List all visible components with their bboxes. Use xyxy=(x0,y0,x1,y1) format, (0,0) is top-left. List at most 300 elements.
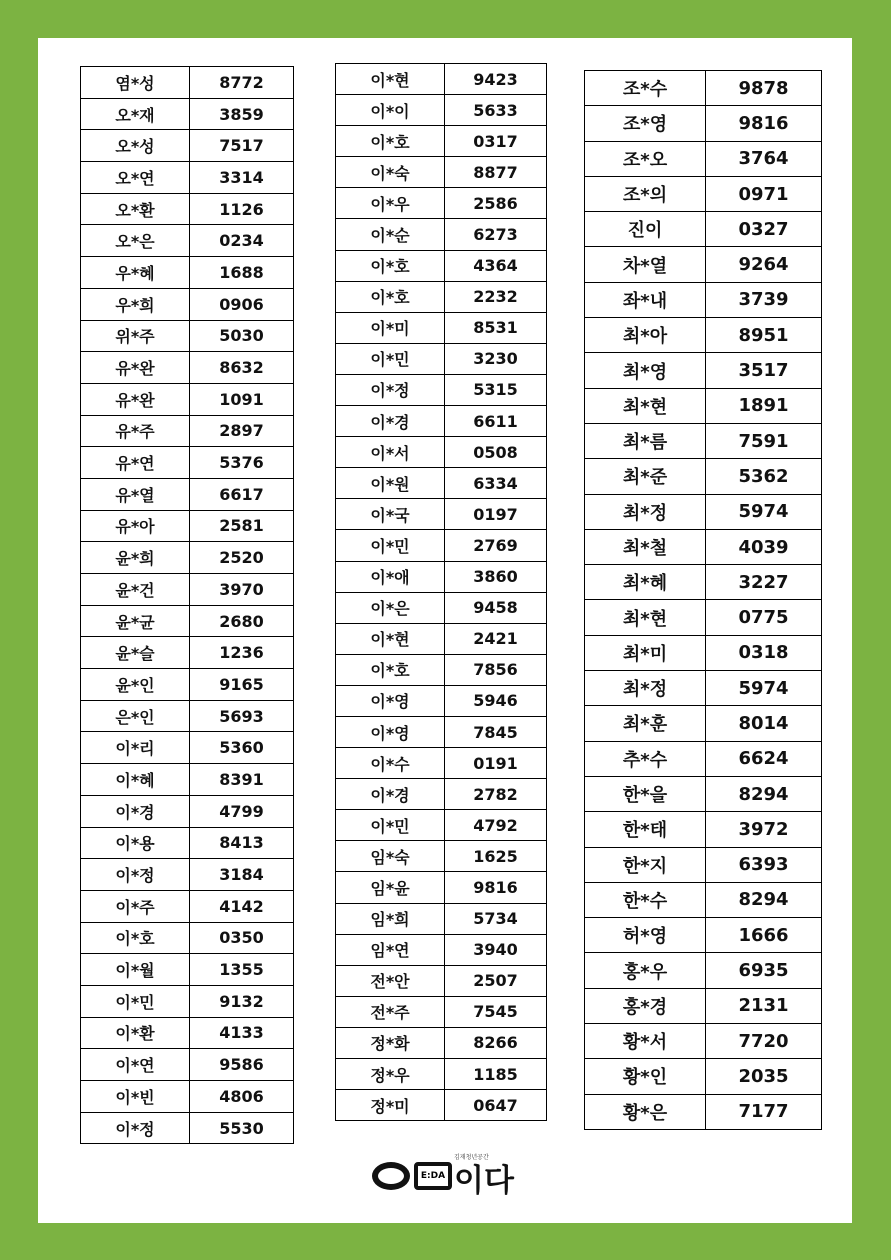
number-cell: 9264 xyxy=(706,247,822,282)
table-row xyxy=(336,561,547,592)
masked-name-cell: 이*애 xyxy=(336,561,445,592)
table-row xyxy=(336,468,547,499)
table-row xyxy=(336,406,547,437)
table-row xyxy=(585,600,822,635)
number-cell: 5946 xyxy=(445,685,547,716)
table-row xyxy=(585,918,822,953)
table-row xyxy=(336,623,547,654)
number-cell: 9458 xyxy=(445,592,547,623)
masked-name-cell: 최*준 xyxy=(585,459,706,494)
masked-name-cell: 오*환 xyxy=(81,193,190,225)
number-cell: 0508 xyxy=(445,437,547,468)
table-row xyxy=(81,732,294,764)
number-cell: 9586 xyxy=(190,1049,294,1081)
number-cell: 3940 xyxy=(445,934,547,965)
masked-name-cell: 이*리 xyxy=(81,732,190,764)
masked-name-cell: 이*호 xyxy=(336,126,445,157)
masked-name-cell: 이*경 xyxy=(81,795,190,827)
table-row xyxy=(336,1090,547,1121)
number-cell: 6617 xyxy=(190,478,294,510)
number-cell: 1688 xyxy=(190,257,294,289)
number-cell: 8391 xyxy=(190,764,294,796)
number-cell: 9816 xyxy=(445,872,547,903)
number-cell: 2586 xyxy=(445,188,547,219)
number-cell: 9878 xyxy=(706,71,822,106)
masked-name-cell: 위*주 xyxy=(81,320,190,352)
number-cell: 1185 xyxy=(445,1059,547,1090)
number-cell: 5974 xyxy=(706,671,822,706)
masked-name-cell: 최*철 xyxy=(585,529,706,564)
table-row xyxy=(81,859,294,891)
number-cell: 0647 xyxy=(445,1090,547,1121)
number-cell: 1126 xyxy=(190,193,294,225)
number-cell: 2232 xyxy=(445,281,547,312)
masked-name-cell: 조*오 xyxy=(585,141,706,176)
number-cell: 9132 xyxy=(190,985,294,1017)
table-row xyxy=(336,64,547,95)
number-cell: 4142 xyxy=(190,890,294,922)
masked-name-cell: 윤*슬 xyxy=(81,637,190,669)
number-cell: 7845 xyxy=(445,716,547,747)
masked-name-cell: 정*미 xyxy=(336,1090,445,1121)
logo-tagline: 김재청년공간 xyxy=(454,1154,489,1161)
number-cell: 3764 xyxy=(706,141,822,176)
table-row xyxy=(81,890,294,922)
number-cell: 2897 xyxy=(190,415,294,447)
table-row xyxy=(81,1081,294,1113)
number-cell: 8772 xyxy=(190,67,294,99)
table-row xyxy=(585,882,822,917)
number-cell: 1355 xyxy=(190,954,294,986)
number-cell: 3314 xyxy=(190,162,294,194)
masked-name-cell: 조*수 xyxy=(585,71,706,106)
table-row xyxy=(336,437,547,468)
table-row xyxy=(585,282,822,317)
table-row xyxy=(81,478,294,510)
masked-name-cell: 좌*내 xyxy=(585,282,706,317)
number-cell: 2131 xyxy=(706,988,822,1023)
number-cell: 2782 xyxy=(445,779,547,810)
table-row xyxy=(585,423,822,458)
masked-name-cell: 이*정 xyxy=(81,1112,190,1144)
masked-name-cell: 한*지 xyxy=(585,847,706,882)
number-cell: 9816 xyxy=(706,106,822,141)
masked-name-cell: 황*은 xyxy=(585,1094,706,1129)
masked-name-cell: 유*주 xyxy=(81,415,190,447)
table-row xyxy=(336,934,547,965)
table-row xyxy=(585,212,822,247)
number-cell: 3859 xyxy=(190,98,294,130)
masked-name-cell: 윤*건 xyxy=(81,574,190,606)
masked-name-cell: 이*영 xyxy=(336,685,445,716)
masked-name-cell: 임*윤 xyxy=(336,872,445,903)
number-cell: 2680 xyxy=(190,605,294,637)
table-row xyxy=(585,318,822,353)
table-row xyxy=(336,716,547,747)
masked-name-cell: 이*순 xyxy=(336,219,445,250)
number-cell: 1666 xyxy=(706,918,822,953)
eida-logo xyxy=(370,1154,520,1202)
table-row xyxy=(336,281,547,312)
table-row xyxy=(81,447,294,479)
number-cell: 5530 xyxy=(190,1112,294,1144)
masked-name-cell: 한*태 xyxy=(585,812,706,847)
table-row xyxy=(336,126,547,157)
number-cell: 3860 xyxy=(445,561,547,592)
table-row xyxy=(81,764,294,796)
masked-name-cell: 이*호 xyxy=(336,281,445,312)
masked-name-cell: 이*영 xyxy=(336,716,445,747)
table-row xyxy=(336,1027,547,1058)
number-cell: 2421 xyxy=(445,623,547,654)
number-cell: 6611 xyxy=(445,406,547,437)
masked-name-cell: 이*경 xyxy=(336,406,445,437)
number-cell: 0906 xyxy=(190,288,294,320)
table-row xyxy=(585,106,822,141)
table-row xyxy=(81,130,294,162)
table-row xyxy=(585,459,822,494)
number-cell: 8632 xyxy=(190,352,294,384)
number-cell: 8294 xyxy=(706,776,822,811)
table-row xyxy=(336,499,547,530)
masked-name-cell: 오*재 xyxy=(81,98,190,130)
table-row xyxy=(81,795,294,827)
number-cell: 6393 xyxy=(706,847,822,882)
masked-name-cell: 이*호 xyxy=(336,654,445,685)
table-row xyxy=(585,988,822,1023)
masked-name-cell: 최*영 xyxy=(585,353,706,388)
number-cell: 4364 xyxy=(445,250,547,281)
masked-name-cell: 전*안 xyxy=(336,965,445,996)
table-row xyxy=(81,67,294,99)
name-table-2 xyxy=(335,63,547,1121)
table-row xyxy=(585,247,822,282)
masked-name-cell: 황*서 xyxy=(585,1024,706,1059)
table-row xyxy=(336,219,547,250)
number-cell: 6273 xyxy=(445,219,547,250)
number-cell: 8413 xyxy=(190,827,294,859)
logo-box-mark: E:DA xyxy=(414,1162,452,1190)
table-row xyxy=(81,352,294,384)
masked-name-cell: 이*정 xyxy=(336,374,445,405)
table-row xyxy=(336,95,547,126)
masked-name-cell: 최*정 xyxy=(585,494,706,529)
table-row xyxy=(585,847,822,882)
number-cell: 1236 xyxy=(190,637,294,669)
masked-name-cell: 이*우 xyxy=(336,188,445,219)
masked-name-cell: 임*희 xyxy=(336,903,445,934)
number-cell: 4806 xyxy=(190,1081,294,1113)
number-cell: 2507 xyxy=(445,965,547,996)
masked-name-cell: 이*숙 xyxy=(336,157,445,188)
number-cell: 8531 xyxy=(445,312,547,343)
number-cell: 4039 xyxy=(706,529,822,564)
table-row xyxy=(336,965,547,996)
number-cell: 0775 xyxy=(706,600,822,635)
number-cell: 5360 xyxy=(190,732,294,764)
table-row xyxy=(585,388,822,423)
number-cell: 6334 xyxy=(445,468,547,499)
masked-name-cell: 이*이 xyxy=(336,95,445,126)
table-row xyxy=(585,529,822,564)
masked-name-cell: 진이 xyxy=(585,212,706,247)
table-row xyxy=(336,343,547,374)
table-row xyxy=(585,706,822,741)
masked-name-cell: 홍*우 xyxy=(585,953,706,988)
table-row xyxy=(81,922,294,954)
table-row xyxy=(336,312,547,343)
table-row xyxy=(585,741,822,776)
masked-name-cell: 허*영 xyxy=(585,918,706,953)
table-row xyxy=(81,257,294,289)
table-row xyxy=(585,71,822,106)
number-cell: 7517 xyxy=(190,130,294,162)
masked-name-cell: 이*정 xyxy=(81,859,190,891)
table-row xyxy=(585,141,822,176)
number-cell: 2035 xyxy=(706,1059,822,1094)
number-cell: 0971 xyxy=(706,176,822,211)
table-row xyxy=(81,700,294,732)
masked-name-cell: 조*의 xyxy=(585,176,706,211)
number-cell: 5315 xyxy=(445,374,547,405)
number-cell: 3184 xyxy=(190,859,294,891)
masked-name-cell: 윤*균 xyxy=(81,605,190,637)
table-row xyxy=(336,810,547,841)
table-row xyxy=(585,1059,822,1094)
table-row xyxy=(336,748,547,779)
masked-name-cell: 이*수 xyxy=(336,748,445,779)
number-cell: 9165 xyxy=(190,669,294,701)
number-cell: 8294 xyxy=(706,882,822,917)
masked-name-cell: 이*민 xyxy=(336,810,445,841)
number-cell: 8877 xyxy=(445,157,547,188)
number-cell: 2769 xyxy=(445,530,547,561)
masked-name-cell: 최*혜 xyxy=(585,565,706,600)
masked-name-cell: 이*은 xyxy=(336,592,445,623)
number-cell: 4792 xyxy=(445,810,547,841)
masked-name-cell: 전*주 xyxy=(336,996,445,1027)
table-row xyxy=(81,225,294,257)
masked-name-cell: 최*훈 xyxy=(585,706,706,741)
table-row xyxy=(336,1059,547,1090)
masked-name-cell: 차*열 xyxy=(585,247,706,282)
table-row xyxy=(585,565,822,600)
number-cell: 3739 xyxy=(706,282,822,317)
number-cell: 7591 xyxy=(706,423,822,458)
masked-name-cell: 우*혜 xyxy=(81,257,190,289)
masked-name-cell: 유*아 xyxy=(81,510,190,542)
number-cell: 9423 xyxy=(445,64,547,95)
masked-name-cell: 이*서 xyxy=(336,437,445,468)
masked-name-cell: 이*민 xyxy=(81,985,190,1017)
masked-name-cell: 이*민 xyxy=(336,343,445,374)
logo-o-mark xyxy=(372,1162,410,1190)
masked-name-cell: 윤*희 xyxy=(81,542,190,574)
number-cell: 5974 xyxy=(706,494,822,529)
number-cell: 7720 xyxy=(706,1024,822,1059)
masked-name-cell: 이*빈 xyxy=(81,1081,190,1113)
masked-name-cell: 이*현 xyxy=(336,64,445,95)
number-cell: 2520 xyxy=(190,542,294,574)
table-row xyxy=(336,592,547,623)
masked-name-cell: 이*현 xyxy=(336,623,445,654)
number-cell: 0197 xyxy=(445,499,547,530)
masked-name-cell: 오*연 xyxy=(81,162,190,194)
table-row xyxy=(585,635,822,670)
number-cell: 0234 xyxy=(190,225,294,257)
masked-name-cell: 이*국 xyxy=(336,499,445,530)
table-row xyxy=(81,669,294,701)
number-cell: 0317 xyxy=(445,126,547,157)
masked-name-cell: 정*화 xyxy=(336,1027,445,1058)
table-row xyxy=(336,872,547,903)
table-row xyxy=(81,985,294,1017)
masked-name-cell: 정*우 xyxy=(336,1059,445,1090)
number-cell: 2581 xyxy=(190,510,294,542)
table-row xyxy=(81,98,294,130)
number-cell: 4799 xyxy=(190,795,294,827)
number-cell: 0191 xyxy=(445,748,547,779)
table-row xyxy=(81,954,294,986)
masked-name-cell: 한*을 xyxy=(585,776,706,811)
table-row xyxy=(81,193,294,225)
number-cell: 0327 xyxy=(706,212,822,247)
number-cell: 5693 xyxy=(190,700,294,732)
table-row xyxy=(336,996,547,1027)
number-cell: 0318 xyxy=(706,635,822,670)
table-row xyxy=(81,605,294,637)
table-row xyxy=(81,542,294,574)
table-row xyxy=(336,157,547,188)
masked-name-cell: 오*성 xyxy=(81,130,190,162)
table-row xyxy=(585,812,822,847)
number-cell: 7856 xyxy=(445,654,547,685)
table-row xyxy=(81,320,294,352)
table-row xyxy=(81,1112,294,1144)
table-row xyxy=(336,903,547,934)
table-row xyxy=(585,494,822,529)
masked-name-cell: 이*연 xyxy=(81,1049,190,1081)
number-cell: 3230 xyxy=(445,343,547,374)
table-row xyxy=(336,374,547,405)
masked-name-cell: 최*정 xyxy=(585,671,706,706)
masked-name-cell: 임*연 xyxy=(336,934,445,965)
number-cell: 3227 xyxy=(706,565,822,600)
masked-name-cell: 유*완 xyxy=(81,352,190,384)
masked-name-cell: 이*경 xyxy=(336,779,445,810)
table-row xyxy=(585,1024,822,1059)
masked-name-cell: 이*민 xyxy=(336,530,445,561)
masked-name-cell: 이*호 xyxy=(81,922,190,954)
table-row xyxy=(81,1049,294,1081)
name-table-1 xyxy=(80,66,294,1144)
masked-name-cell: 오*은 xyxy=(81,225,190,257)
table-row xyxy=(585,1094,822,1129)
number-cell: 5030 xyxy=(190,320,294,352)
number-cell: 3970 xyxy=(190,574,294,606)
table-row xyxy=(585,353,822,388)
masked-name-cell: 최*현 xyxy=(585,600,706,635)
masked-name-cell: 황*인 xyxy=(585,1059,706,1094)
number-cell: 8266 xyxy=(445,1027,547,1058)
table-row xyxy=(81,510,294,542)
number-cell: 5376 xyxy=(190,447,294,479)
number-cell: 5362 xyxy=(706,459,822,494)
masked-name-cell: 유*연 xyxy=(81,447,190,479)
masked-name-cell: 임*숙 xyxy=(336,841,445,872)
table-row xyxy=(81,574,294,606)
masked-name-cell: 염*성 xyxy=(81,67,190,99)
number-cell: 0350 xyxy=(190,922,294,954)
table-row xyxy=(336,685,547,716)
masked-name-cell: 홍*경 xyxy=(585,988,706,1023)
table-row xyxy=(336,530,547,561)
masked-name-cell: 이*월 xyxy=(81,954,190,986)
number-cell: 1625 xyxy=(445,841,547,872)
number-cell: 4133 xyxy=(190,1017,294,1049)
table-row xyxy=(585,953,822,988)
number-cell: 1091 xyxy=(190,383,294,415)
masked-name-cell: 유*열 xyxy=(81,478,190,510)
table-row xyxy=(81,288,294,320)
masked-name-cell: 이*미 xyxy=(336,312,445,343)
table-row xyxy=(336,188,547,219)
table-row xyxy=(81,1017,294,1049)
number-cell: 7545 xyxy=(445,996,547,1027)
masked-name-cell: 한*수 xyxy=(585,882,706,917)
number-cell: 6935 xyxy=(706,953,822,988)
table-row xyxy=(81,415,294,447)
name-table-3 xyxy=(584,70,822,1130)
masked-name-cell: 우*희 xyxy=(81,288,190,320)
table-row xyxy=(81,637,294,669)
table-row xyxy=(81,827,294,859)
masked-name-cell: 최*름 xyxy=(585,423,706,458)
masked-name-cell: 이*주 xyxy=(81,890,190,922)
table-row xyxy=(585,776,822,811)
table-row xyxy=(81,383,294,415)
number-cell: 8014 xyxy=(706,706,822,741)
table-row xyxy=(336,779,547,810)
number-cell: 5633 xyxy=(445,95,547,126)
number-cell: 8951 xyxy=(706,318,822,353)
table-row xyxy=(336,654,547,685)
number-cell: 1891 xyxy=(706,388,822,423)
masked-name-cell: 추*수 xyxy=(585,741,706,776)
masked-name-cell: 조*영 xyxy=(585,106,706,141)
table-row xyxy=(336,841,547,872)
masked-name-cell: 이*환 xyxy=(81,1017,190,1049)
masked-name-cell: 이*혜 xyxy=(81,764,190,796)
masked-name-cell: 은*인 xyxy=(81,700,190,732)
number-cell: 6624 xyxy=(706,741,822,776)
number-cell: 3972 xyxy=(706,812,822,847)
masked-name-cell: 이*원 xyxy=(336,468,445,499)
table-row xyxy=(336,250,547,281)
number-cell: 5734 xyxy=(445,903,547,934)
table-row xyxy=(585,671,822,706)
masked-name-cell: 윤*인 xyxy=(81,669,190,701)
masked-name-cell: 이*용 xyxy=(81,827,190,859)
table-row xyxy=(81,162,294,194)
number-cell: 7177 xyxy=(706,1094,822,1129)
number-cell: 3517 xyxy=(706,353,822,388)
logo-korean-text: 이다 xyxy=(454,1163,514,1199)
masked-name-cell: 최*미 xyxy=(585,635,706,670)
masked-name-cell: 유*완 xyxy=(81,383,190,415)
table-row xyxy=(585,176,822,211)
masked-name-cell: 최*아 xyxy=(585,318,706,353)
